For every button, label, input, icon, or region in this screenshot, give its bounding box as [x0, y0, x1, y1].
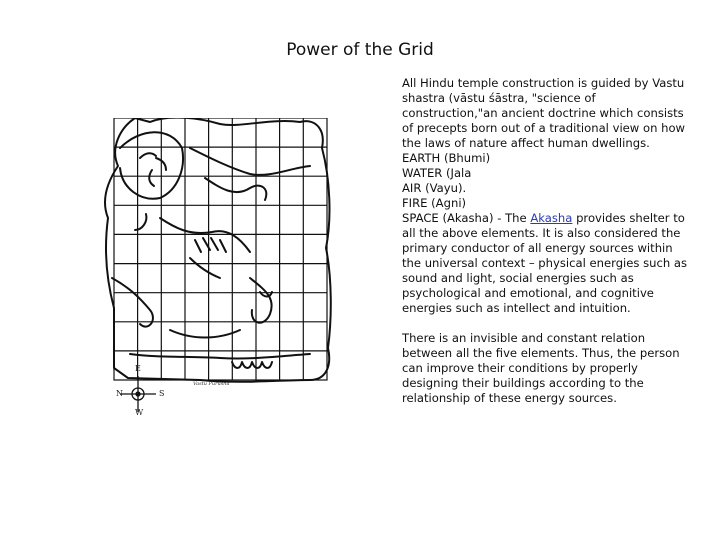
paragraph-gap — [402, 316, 694, 331]
element-space-paragraph — [402, 211, 694, 316]
figure-caption: Vastu Purusha — [193, 381, 230, 387]
compass-west-label: W — [135, 408, 144, 417]
element-earth: EARTH (Bhumi) — [402, 151, 491, 165]
intro-paragraph: All Hindu temple construction is guided by Vastu shastra (vāstu śāstra, "science of construction,"an ancient doctrine which consists of precepts born out of a traditional view on how the laws of nature affect human dwellings. — [402, 76, 686, 150]
akasha-link[interactable]: Akasha — [530, 211, 573, 225]
element-fire: FIRE (Agni) — [402, 196, 467, 210]
body-text — [402, 76, 694, 406]
compass-north-label: N — [116, 389, 123, 398]
figure-outline — [105, 118, 331, 382]
compass-rose-icon — [120, 376, 156, 412]
closing-paragraph: There is an invisible and constant relation between all the five elements. Thus, the person can improve their conditions by properly designing their buildings according to the relationship of these energy sources. — [402, 331, 680, 405]
compass-south-label: S — [159, 389, 165, 398]
element-water: WATER (Jala — [402, 166, 472, 180]
element-space-description: provides shelter to all the above elements. It is also considered the primary conductor of all energy sources within the universal context – physical energies such as sound and light, social energies such as psychological and emotional, and cognitive energies such as intellect and intuition. — [402, 211, 688, 315]
element-space-lead: SPACE (Akasha) - The — [402, 211, 531, 225]
element-air: AIR (Vayu). — [402, 181, 467, 195]
vastu-grid — [114, 118, 327, 380]
compass-east-label: E — [135, 364, 141, 373]
page-title: Power of the Grid — [286, 40, 434, 60]
